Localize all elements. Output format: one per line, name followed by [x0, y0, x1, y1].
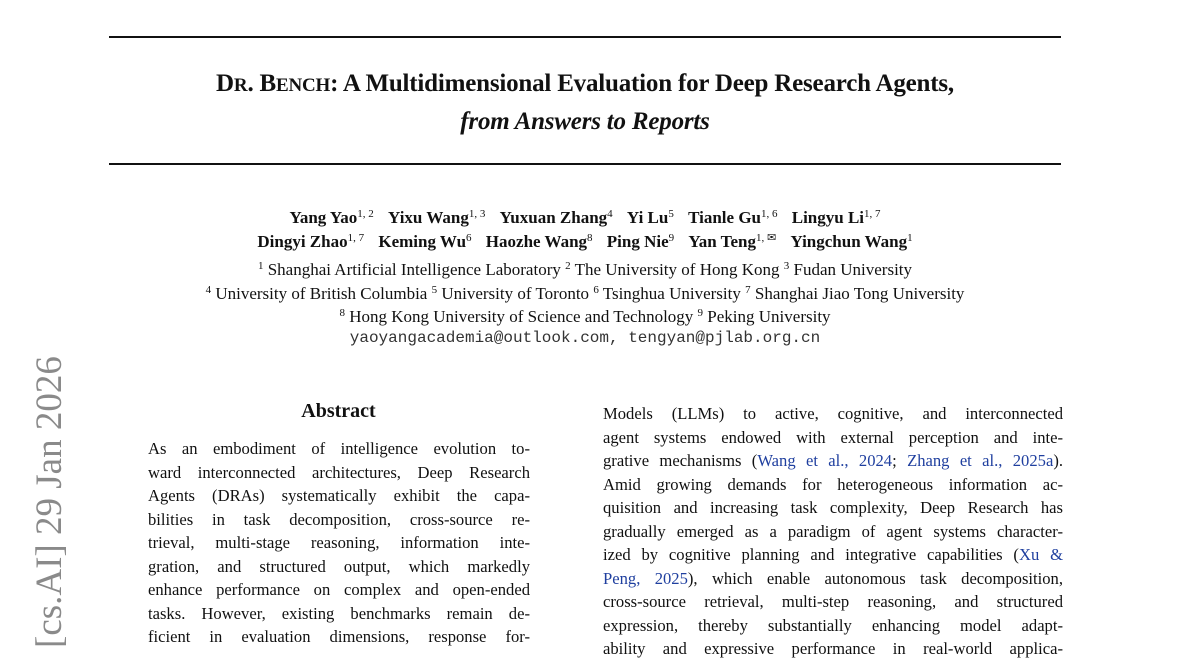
affiliation: $^2$ The University of Hong Kong [565, 260, 780, 279]
title-main-line [216, 70, 954, 97]
body-line: ized by cognitive planning and integrative capabilities (Xu & [603, 545, 1063, 564]
affiliation-line-1 [109, 258, 1061, 282]
affiliation-line-2 [109, 282, 1061, 306]
paper-title [109, 66, 1061, 140]
author: Haozhe Wang$^8$ [485, 232, 593, 251]
author: Ping Nie$^9$ [606, 232, 675, 251]
abstract-line: trieval, multi-stage reasoning, information inte- [148, 533, 530, 552]
affiliation: $^3$ Fudan University [783, 260, 913, 279]
title-subtitle: from Answers to Reports [460, 108, 710, 135]
body-line: agent systems endowed with external perception and inte- [603, 427, 1063, 447]
body-line: Peng, 2025), which enable autonomous task decomposition, [603, 568, 1064, 588]
author: Lingyu Li$^{1, 7}$ [791, 208, 881, 227]
author: Yuxuan Zhang$^4$ [499, 208, 613, 227]
body-line: Models (LLMs) to active, cognitive, and interconnected [603, 404, 1063, 423]
affiliation-list [109, 258, 1061, 329]
author: Tianle Gu$^{1, 6}$ [688, 208, 778, 227]
envelope-icon: 1, ✉ [755, 232, 777, 244]
abstract-body [148, 437, 530, 649]
body-line: cross-source retrieval, multi-step reasoning, and structured [603, 592, 1063, 611]
author-corresponding: Yan Teng$^{1, ✉}$ [688, 232, 777, 251]
abstract-line: bilities in task decomposition, cross-source re- [148, 509, 530, 529]
abstract-line: ficient in evaluation dimensions, response for- [148, 627, 530, 646]
affiliation: $^8$ Hong Kong University of Science and Technology [339, 307, 694, 326]
citation-link[interactable]: Zhang et al., 2025a [907, 451, 1054, 470]
author-list [109, 206, 1061, 254]
affiliation: $^1$ Shanghai Artificial Intelligence Laboratory [257, 260, 561, 279]
affiliation-line-3 [109, 305, 1061, 329]
abstract-line: Agents (DRAs) systematically exhibit the capa- [148, 486, 530, 505]
title-benchmark-name: DR. BENCH [216, 70, 331, 97]
citation-link[interactable]: Wang et al., 2024 [757, 451, 893, 470]
affiliation: $^9$ Peking University [697, 307, 831, 326]
body-line: Amid growing demands for heterogeneous information ac- [603, 474, 1063, 494]
abstract-line: enhance performance on complex and open-ended [148, 580, 530, 599]
citation-link[interactable]: Peng, 2025 [603, 568, 688, 588]
abstract-line: ward interconnected architectures, Deep Research [148, 462, 530, 482]
author: Yingchun Wang$^1$ [790, 232, 913, 251]
affiliation: $^4$ University of British Columbia [205, 283, 428, 303]
abstract-line: As an embodiment of intelligence evolution to- [148, 439, 530, 458]
body-line: expression, thereby substantially enhancing model adapt- [603, 615, 1063, 635]
body-line: gradually emerged as a paradigm of agent systems character- [603, 521, 1063, 541]
author: Dingyi Zhao$^{1, 7}$ [257, 232, 365, 251]
affiliation: $^7$ Shanghai Jiao Tong University [745, 283, 965, 303]
citation-link[interactable]: Xu & [1018, 545, 1063, 564]
affiliation: $^6$ Tsinghua University [593, 283, 741, 303]
body-line: ability and expressive performance in real-world applica- [603, 639, 1063, 658]
arxiv-stamp: [cs.AI] 29 Jan 2026 [29, 356, 70, 648]
author: Yi Lu$^5$ [626, 208, 674, 227]
author: Yixu Wang$^{1, 3}$ [388, 208, 486, 227]
affiliation: $^5$ University of Toronto [431, 283, 590, 303]
abstract-heading: Abstract [301, 400, 376, 422]
author-line-2 [109, 230, 1061, 254]
abstract-line: tasks. However, existing benchmarks remain de- [148, 603, 530, 623]
author: Yang Yao$^{1, 2}$ [289, 208, 374, 227]
title-rule-top [109, 36, 1061, 38]
title-rule-bottom [109, 163, 1061, 165]
abstract-line: gration, and structured output, which markedly [148, 556, 530, 576]
author-line-1 [109, 206, 1061, 230]
body-line: quisition and increasing task complexity, Deep Research has [603, 498, 1063, 517]
author-emails: yaoyangacademia@outlook.com, tengyan@pjlab.org.cn [349, 329, 821, 347]
author: Keming Wu$^6$ [378, 232, 472, 251]
title-main-text: : A Multidimensional Evaluation for Deep Research Agents, [330, 70, 954, 97]
body-line: grative mechanisms (Wang et al., 2024; Zhang et al., 2025a). [603, 451, 1063, 470]
introduction-body [603, 402, 1063, 661]
